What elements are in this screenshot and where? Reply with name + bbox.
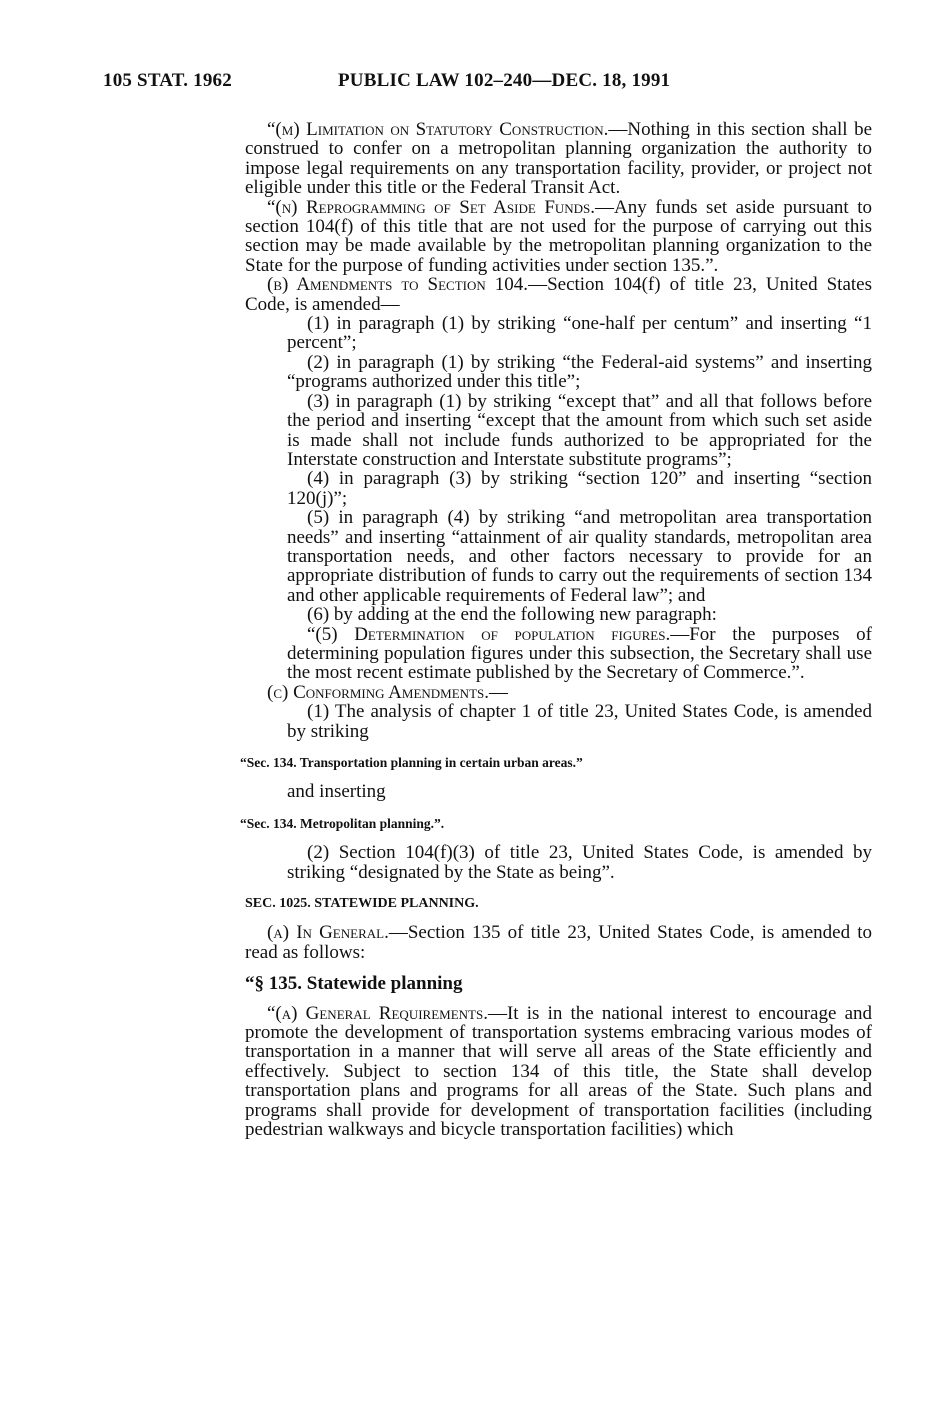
paragraph-m bbox=[245, 120, 872, 198]
heading-c: (c) Conforming Amendments. bbox=[267, 681, 489, 703]
section-heading-1025: SEC. 1025. STATEWIDE PLANNING. bbox=[245, 896, 479, 912]
paragraph-b4: (4) in paragraph (3) by striking “section 120” and inserting “section 120(j)”; bbox=[287, 468, 872, 509]
paragraph-b5: (5) in paragraph (4) by striking “and metropolitan area transportation needs” and inserting “attainment of air quality standards, metropolitan area transportation needs, and other factors necessary to provide for an appropriate distribution of funds to carry out the requirements of section 134 and other applicable requirements of Federal law”; and bbox=[287, 507, 872, 606]
text-c: — bbox=[489, 681, 508, 703]
paragraph-b1: (1) in paragraph (1) by striking “one-half per centum” and inserting “1 percent”; bbox=[287, 313, 872, 354]
paragraph-c1: (1) The analysis of chapter 1 of title 23, United States Code, is amended by striking bbox=[287, 701, 872, 742]
heading-n: “(n) Reprogramming of Set Aside Funds. bbox=[267, 196, 596, 218]
heading-a: (a) In General. bbox=[267, 922, 389, 944]
paragraph-n bbox=[245, 198, 872, 276]
heading-m: “(m) Limitation on Statutory Construction. bbox=[267, 119, 609, 140]
quoted-paragraph-5 bbox=[245, 625, 872, 683]
heading-135a: “(a) General Requirements. bbox=[267, 1002, 488, 1024]
paragraph-c bbox=[245, 683, 872, 702]
page-stat-number: 105 STAT. 1962 bbox=[103, 70, 232, 91]
heading-b: (b) Amendments to Section 104. bbox=[267, 274, 529, 296]
paragraph-b bbox=[245, 275, 872, 314]
heading-quote-5: “(5) Determination of population figures. bbox=[307, 623, 671, 645]
analysis-item-struck: “Sec. 134. Transportation planning in certain urban areas.” bbox=[240, 755, 583, 770]
page-body bbox=[240, 119, 873, 1141]
paragraph-b3: (3) in paragraph (1) by striking “except that” and all that follows before the period and inserting “except that the amount from which such set aside is made shall not include funds authorized to be appropriated for the Interstate construction and Interstate substitute programs”; bbox=[287, 390, 872, 470]
analysis-item-inserted: “Sec. 134. Metropolitan planning.”. bbox=[240, 815, 445, 831]
paragraph-c2: (2) Section 104(f)(3) of title 23, United States Code, is amended by striking “designated by the State as being”. bbox=[287, 842, 872, 883]
paragraph-a bbox=[245, 923, 872, 962]
and-inserting: and inserting bbox=[287, 781, 386, 803]
text-quote-5: —For the purposes of determining population figures under this subsection, the Secretary shall use the most recent estimate published by the Secretary of Commerce.”. bbox=[287, 623, 872, 684]
paragraph-b6: (6) by adding at the end the following new paragraph: bbox=[307, 604, 717, 626]
paragraph-135a bbox=[245, 1004, 872, 1140]
text-m: —Nothing in this section shall be construed to confer on a metropolitan planning organization the authority to impose legal requirements on any transportation facility, provider, or project not eligible under this title or the Federal Transit Act. bbox=[245, 119, 872, 199]
text-n: —Any funds set aside pursuant to section 104(f) of this title that are not used for the purpose of carrying out this section may be made available by the metropolitan planning organization to the State for the purpose of funding activities under section 135.”. bbox=[245, 196, 872, 276]
section-heading-135: “§ 135. Statewide planning bbox=[245, 973, 463, 995]
running-header: PUBLIC LAW 102–240—DEC. 18, 1991 bbox=[338, 70, 671, 91]
text-135a: —It is in the national interest to encourage and promote the development of transportation systems embracing various modes of transportation in a manner that will serve all areas of the State efficiently and effectively. Subject to section 134 of this title, the State shall develop transportation plans and programs for all areas of the State. Such plans and programs shall provide for development of transportation facilities (including pedestrian walkways and bicycle transportation facilities) which bbox=[245, 1002, 872, 1141]
paragraph-b2: (2) in paragraph (1) by striking “the Federal-aid systems” and inserting “programs authorized under this title”; bbox=[287, 351, 872, 393]
text-b: —Section 104(f) of title 23, United States Code, is amended— bbox=[245, 274, 872, 315]
text-a: —Section 135 of title 23, United States Code, is amended to read as follows: bbox=[245, 922, 873, 963]
